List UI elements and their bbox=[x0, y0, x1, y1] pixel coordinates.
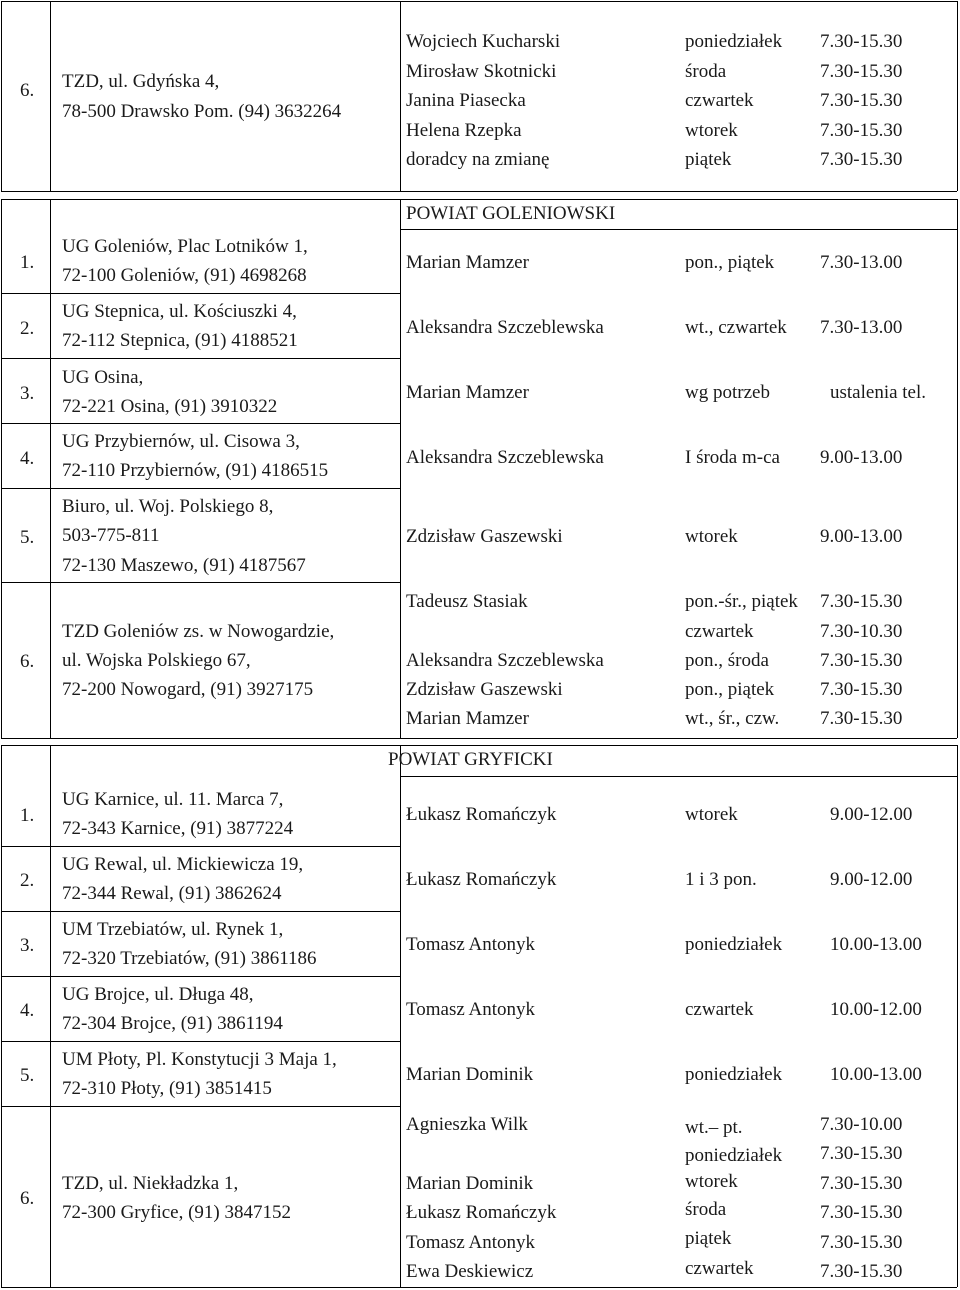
office-address-line: 72-343 Karnice, (91) 3877224 bbox=[62, 818, 294, 839]
duty-hours: 10.00-13.00 bbox=[830, 934, 922, 955]
row-number: 6. bbox=[20, 80, 35, 101]
office-address-line: UM Płoty, Pl. Konstytucji 3 Maja 1, bbox=[62, 1049, 337, 1070]
table-rule bbox=[1, 488, 400, 489]
duty-day: wtorek bbox=[685, 804, 738, 825]
duty-hours: 7.30-10.00 bbox=[820, 1114, 903, 1135]
duty-day: poniedziałek bbox=[685, 1064, 783, 1085]
office-address-line: 72-130 Maszewo, (91) 4187567 bbox=[62, 555, 306, 576]
duty-hours: 7.30-15.30 bbox=[820, 120, 903, 141]
table-rule bbox=[1, 1, 957, 2]
office-address-line: 72-300 Gryfice, (91) 3847152 bbox=[62, 1202, 292, 1223]
table-rule bbox=[957, 745, 958, 1287]
office-address-line: UG Stepnica, ul. Kościuszki 4, bbox=[62, 301, 297, 322]
row-number: 4. bbox=[20, 1000, 35, 1021]
duty-day: czwartek bbox=[685, 1258, 754, 1279]
office-address-line: TZD, ul. Niekładzka 1, bbox=[62, 1173, 239, 1194]
advisor-name: Marian Mamzer bbox=[406, 708, 529, 729]
duty-hours: 9.00-12.00 bbox=[830, 804, 913, 825]
duty-hours: 7.30-15.30 bbox=[820, 90, 903, 111]
table-rule bbox=[400, 776, 957, 777]
duty-day: pon., środa bbox=[685, 650, 769, 671]
office-address-line: UG Goleniów, Plac Lotników 1, bbox=[62, 236, 308, 257]
duty-hours: 10.00-12.00 bbox=[830, 999, 922, 1020]
duty-hours: 7.30-15.30 bbox=[820, 591, 903, 612]
row-number: 1. bbox=[20, 252, 35, 273]
duty-hours: 7.30-15.30 bbox=[820, 1232, 903, 1253]
row-number: 5. bbox=[20, 1065, 35, 1086]
duty-day: wtorek bbox=[685, 120, 738, 141]
duty-day: środa bbox=[685, 61, 727, 82]
table-rule bbox=[1, 1, 2, 191]
advisor-note: doradcy na zmianę bbox=[406, 149, 550, 170]
office-address-line: 72-310 Płoty, (91) 3851415 bbox=[62, 1078, 272, 1099]
table-rule bbox=[400, 199, 401, 738]
duty-hours: 7.30-15.30 bbox=[820, 31, 903, 52]
table-rule bbox=[1, 582, 400, 583]
advisor-name: Ewa Deskiewicz bbox=[406, 1261, 534, 1282]
duty-day: I środa m-ca bbox=[685, 447, 780, 468]
duty-day: poniedziałek bbox=[685, 934, 783, 955]
office-address-line: UM Trzebiatów, ul. Rynek 1, bbox=[62, 919, 284, 940]
duty-day: wtorek bbox=[685, 1171, 738, 1192]
duty-hours: 7.30-10.30 bbox=[820, 621, 903, 642]
duty-day: czwartek bbox=[685, 621, 754, 642]
office-address-line: 72-344 Rewal, (91) 3862624 bbox=[62, 883, 282, 904]
table-rule bbox=[1, 191, 957, 192]
advisor-name: Łukasz Romańczyk bbox=[406, 869, 557, 890]
office-address-line: 72-112 Stepnica, (91) 4188521 bbox=[62, 330, 298, 351]
duty-hours: 9.00-12.00 bbox=[830, 869, 913, 890]
advisor-name: Marian Dominik bbox=[406, 1064, 534, 1085]
row-number: 2. bbox=[20, 870, 35, 891]
table-rule bbox=[400, 229, 957, 230]
duty-hours: 7.30-15.30 bbox=[820, 650, 903, 671]
table-rule bbox=[1, 358, 400, 359]
table-rule bbox=[50, 1, 51, 191]
table-rule bbox=[1, 846, 400, 847]
table-rule bbox=[1, 199, 957, 200]
office-address-line: UG Karnice, ul. 11. Marca 7, bbox=[62, 789, 284, 810]
advisor-name: Tomasz Antonyk bbox=[406, 1232, 536, 1253]
row-number: 3. bbox=[20, 383, 35, 404]
table-rule bbox=[1, 738, 957, 739]
duty-day: pon., piątek bbox=[685, 679, 775, 700]
duty-hours: 7.30-15.30 bbox=[820, 1173, 903, 1194]
row-number: 1. bbox=[20, 805, 35, 826]
duty-hours: 9.00-13.00 bbox=[820, 447, 903, 468]
advisor-name: Aleksandra Szczeblewska bbox=[406, 447, 604, 468]
table-rule bbox=[1, 976, 400, 977]
duty-hours: 9.00-13.00 bbox=[820, 526, 903, 547]
office-address-line: 72-110 Przybiernów, (91) 4186515 bbox=[62, 460, 329, 481]
row-number: 5. bbox=[20, 527, 35, 548]
duty-day: poniedziałek bbox=[685, 1145, 783, 1166]
duty-day: poniedziałek bbox=[685, 31, 783, 52]
duty-hours: 7.30-15.30 bbox=[820, 1202, 903, 1223]
table-rule bbox=[1, 423, 400, 424]
advisor-name: Marian Mamzer bbox=[406, 252, 529, 273]
duty-day: środa bbox=[685, 1199, 727, 1220]
table-rule bbox=[1, 1106, 400, 1107]
office-address-line: UG Osina, bbox=[62, 367, 144, 388]
office-address-line: UG Rewal, ul. Mickiewicza 19, bbox=[62, 854, 304, 875]
duty-day: wg potrzeb bbox=[685, 382, 770, 403]
duty-hours: 7.30-15.30 bbox=[820, 149, 903, 170]
advisor-name: Marian Mamzer bbox=[406, 382, 529, 403]
row-number: 2. bbox=[20, 318, 35, 339]
table-rule bbox=[1, 199, 2, 738]
office-address-line: 72-100 Goleniów, (91) 4698268 bbox=[62, 265, 307, 286]
table-rule bbox=[400, 745, 401, 1287]
advisor-name: Agnieszka Wilk bbox=[406, 1114, 528, 1135]
duty-hours: 7.30-15.30 bbox=[820, 1143, 903, 1164]
table-rule bbox=[957, 1, 958, 191]
office-address-line: UG Przybiernów, ul. Cisowa 3, bbox=[62, 431, 300, 452]
table-rule bbox=[1, 745, 2, 1287]
advisor-name: Janina Piasecka bbox=[406, 90, 526, 111]
table-rule bbox=[1, 1287, 957, 1288]
row-number: 6. bbox=[20, 651, 35, 672]
advisor-name: Łukasz Romańczyk bbox=[406, 804, 557, 825]
duty-day: czwartek bbox=[685, 999, 754, 1020]
office-address-line: 503-775-811 bbox=[62, 525, 160, 546]
office-address-line: 78-500 Drawsko Pom. (94) 3632264 bbox=[62, 101, 342, 122]
office-address-line: UG Brojce, ul. Długa 48, bbox=[62, 984, 254, 1005]
advisor-name: Aleksandra Szczeblewska bbox=[406, 317, 604, 338]
office-address-line: 72-200 Nowogard, (91) 3927175 bbox=[62, 679, 314, 700]
advisor-name: Marian Dominik bbox=[406, 1173, 534, 1194]
advisor-name: Mirosław Skotnicki bbox=[406, 61, 557, 82]
duty-day: czwartek bbox=[685, 90, 754, 111]
section-header-gryficki: POWIAT GRYFICKI bbox=[388, 749, 553, 770]
row-number: 4. bbox=[20, 448, 35, 469]
advisor-name: Zdzisław Gaszewski bbox=[406, 679, 563, 700]
duty-day: wt.– pt. bbox=[685, 1117, 743, 1138]
duty-day: 1 i 3 pon. bbox=[685, 869, 757, 890]
table-rule bbox=[1, 911, 400, 912]
advisor-name: Wojciech Kucharski bbox=[406, 31, 561, 52]
table-rule bbox=[1, 1041, 400, 1042]
advisor-name: Aleksandra Szczeblewska bbox=[406, 650, 604, 671]
duty-hours: 7.30-15.30 bbox=[820, 679, 903, 700]
duty-hours: 7.30-15.30 bbox=[820, 1261, 903, 1282]
advisor-name: Tomasz Antonyk bbox=[406, 999, 536, 1020]
advisor-name: Zdzisław Gaszewski bbox=[406, 526, 563, 547]
duty-day: piątek bbox=[685, 1228, 732, 1249]
duty-day: pon., piątek bbox=[685, 252, 775, 273]
table-rule bbox=[957, 199, 958, 738]
office-address-line: Biuro, ul. Woj. Polskiego 8, bbox=[62, 496, 274, 517]
duty-day: wtorek bbox=[685, 526, 738, 547]
table-rule bbox=[400, 1, 401, 191]
advisor-name: Tomasz Antonyk bbox=[406, 934, 536, 955]
duty-day: pon.-śr., piątek bbox=[685, 591, 798, 612]
duty-hours: 7.30-13.00 bbox=[820, 252, 903, 273]
duty-day: wt., śr., czw. bbox=[685, 708, 780, 729]
duty-hours: 7.30-15.30 bbox=[820, 708, 903, 729]
office-address-line: 72-304 Brojce, (91) 3861194 bbox=[62, 1013, 283, 1034]
table-rule bbox=[50, 745, 51, 1287]
office-address-line: TZD Goleniów zs. w Nowogardzie, bbox=[62, 621, 335, 642]
duty-day: piątek bbox=[685, 149, 732, 170]
office-address-line: 72-221 Osina, (91) 3910322 bbox=[62, 396, 278, 417]
table-rule bbox=[50, 199, 51, 738]
table-rule bbox=[1, 293, 400, 294]
office-address-line: TZD, ul. Gdyńska 4, bbox=[62, 71, 220, 92]
advisor-name: Helena Rzepka bbox=[406, 120, 522, 141]
duty-hours: 7.30-13.00 bbox=[820, 317, 903, 338]
duty-hours: 7.30-15.30 bbox=[820, 61, 903, 82]
section-header-goleniowski: POWIAT GOLENIOWSKI bbox=[406, 203, 616, 224]
duty-day: wt., czwartek bbox=[685, 317, 787, 338]
office-address-line: 72-320 Trzebiatów, (91) 3861186 bbox=[62, 948, 317, 969]
duty-hours: ustalenia tel. bbox=[830, 382, 927, 403]
table-rule bbox=[1, 745, 957, 746]
advisor-name: Łukasz Romańczyk bbox=[406, 1202, 557, 1223]
advisor-name: Tadeusz Stasiak bbox=[406, 591, 528, 612]
row-number: 6. bbox=[20, 1188, 35, 1209]
row-number: 3. bbox=[20, 935, 35, 956]
office-address-line: ul. Wojska Polskiego 67, bbox=[62, 650, 251, 671]
duty-hours: 10.00-13.00 bbox=[830, 1064, 922, 1085]
